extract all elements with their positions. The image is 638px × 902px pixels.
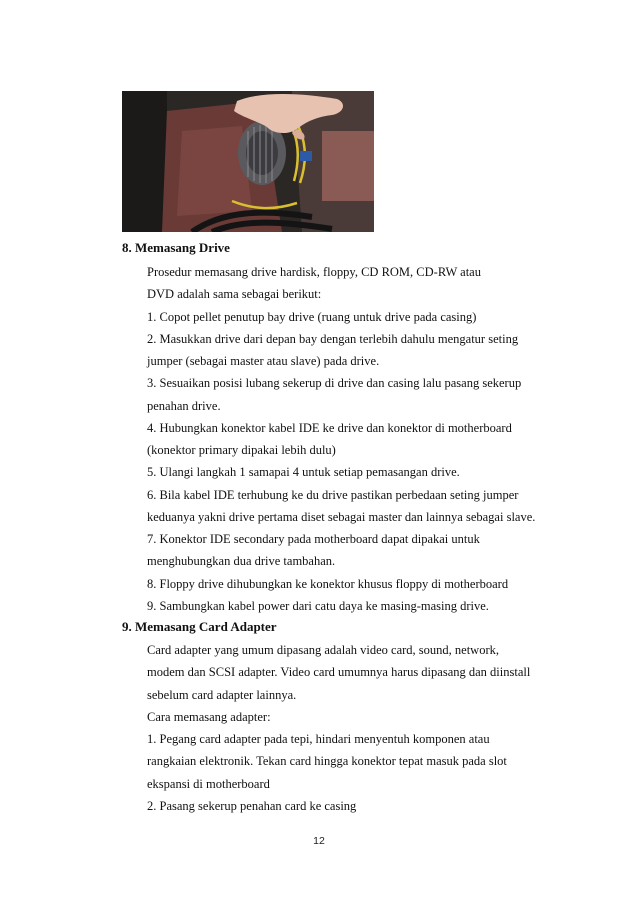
section-8-line: 4. Hubungkan konektor kabel IDE ke drive dan konektor di motherboard	[147, 421, 512, 435]
section-8-line: DVD adalah sama sebagai berikut:	[147, 287, 322, 301]
section-8-line: menghubungkan dua drive tambahan.	[147, 554, 336, 568]
section-8-line: penahan drive.	[147, 399, 221, 413]
page-number: 12	[313, 835, 325, 847]
section-8-line: 7. Konektor IDE secondary pada motherboard dapat dipakai untuk	[147, 532, 480, 546]
computer-case-interior-photo	[122, 91, 374, 232]
section-9-heading: 9. Memasang Card Adapter	[122, 619, 277, 634]
section-9-line: rangkaian elektronik. Tekan card hingga konektor tepat masuk pada slot	[147, 754, 507, 768]
section-8-line: 2. Masukkan drive dari depan bay dengan terlebih dahulu mengatur seting	[147, 332, 519, 346]
section-9-line: 1. Pegang card adapter pada tepi, hindari menyentuh komponen atau	[147, 732, 490, 746]
section-8-heading: 8. Memasang Drive	[122, 240, 230, 255]
section-8-line: jumper (sebagai master atau slave) pada drive.	[147, 354, 380, 368]
section-9-line: ekspansi di motherboard	[147, 777, 270, 791]
photo-illustration	[122, 91, 374, 232]
section-8-line: (konektor primary dipakai lebih dulu)	[147, 443, 336, 457]
section-8-line: 1. Copot pellet penutup bay drive (ruang untuk drive pada casing)	[147, 310, 477, 324]
section-8-line: 5. Ulangi langkah 1 samapai 4 untuk setiap pemasangan drive.	[147, 465, 460, 479]
section-9-line: 2. Pasang sekerup penahan card ke casing	[147, 799, 357, 813]
section-8-line: 6. Bila kabel IDE terhubung ke du drive pastikan perbedaan seting jumper	[147, 488, 519, 502]
section-9-line: modem dan SCSI adapter. Video card umumnya harus dipasang dan diinstall	[147, 665, 531, 679]
section-8-line: Prosedur memasang drive hardisk, floppy, CD ROM, CD-RW atau	[147, 265, 481, 279]
section-9-line: Card adapter yang umum dipasang adalah video card, sound, network,	[147, 643, 499, 657]
section-8-line: 9. Sambungkan kabel power dari catu daya ke masing-masing drive.	[147, 599, 489, 613]
section-8-line: 8. Floppy drive dihubungkan ke konektor khusus floppy di motherboard	[147, 577, 509, 591]
section-8-line: 3. Sesuaikan posisi lubang sekerup di drive dan casing lalu pasang sekerup	[147, 376, 522, 390]
section-8-line: keduanya yakni drive pertama diset sebagai master dan lainnya sebagai slave.	[147, 510, 536, 524]
section-9-line: Cara memasang adapter:	[147, 710, 271, 724]
section-9-line: sebelum card adapter lainnya.	[147, 688, 297, 702]
